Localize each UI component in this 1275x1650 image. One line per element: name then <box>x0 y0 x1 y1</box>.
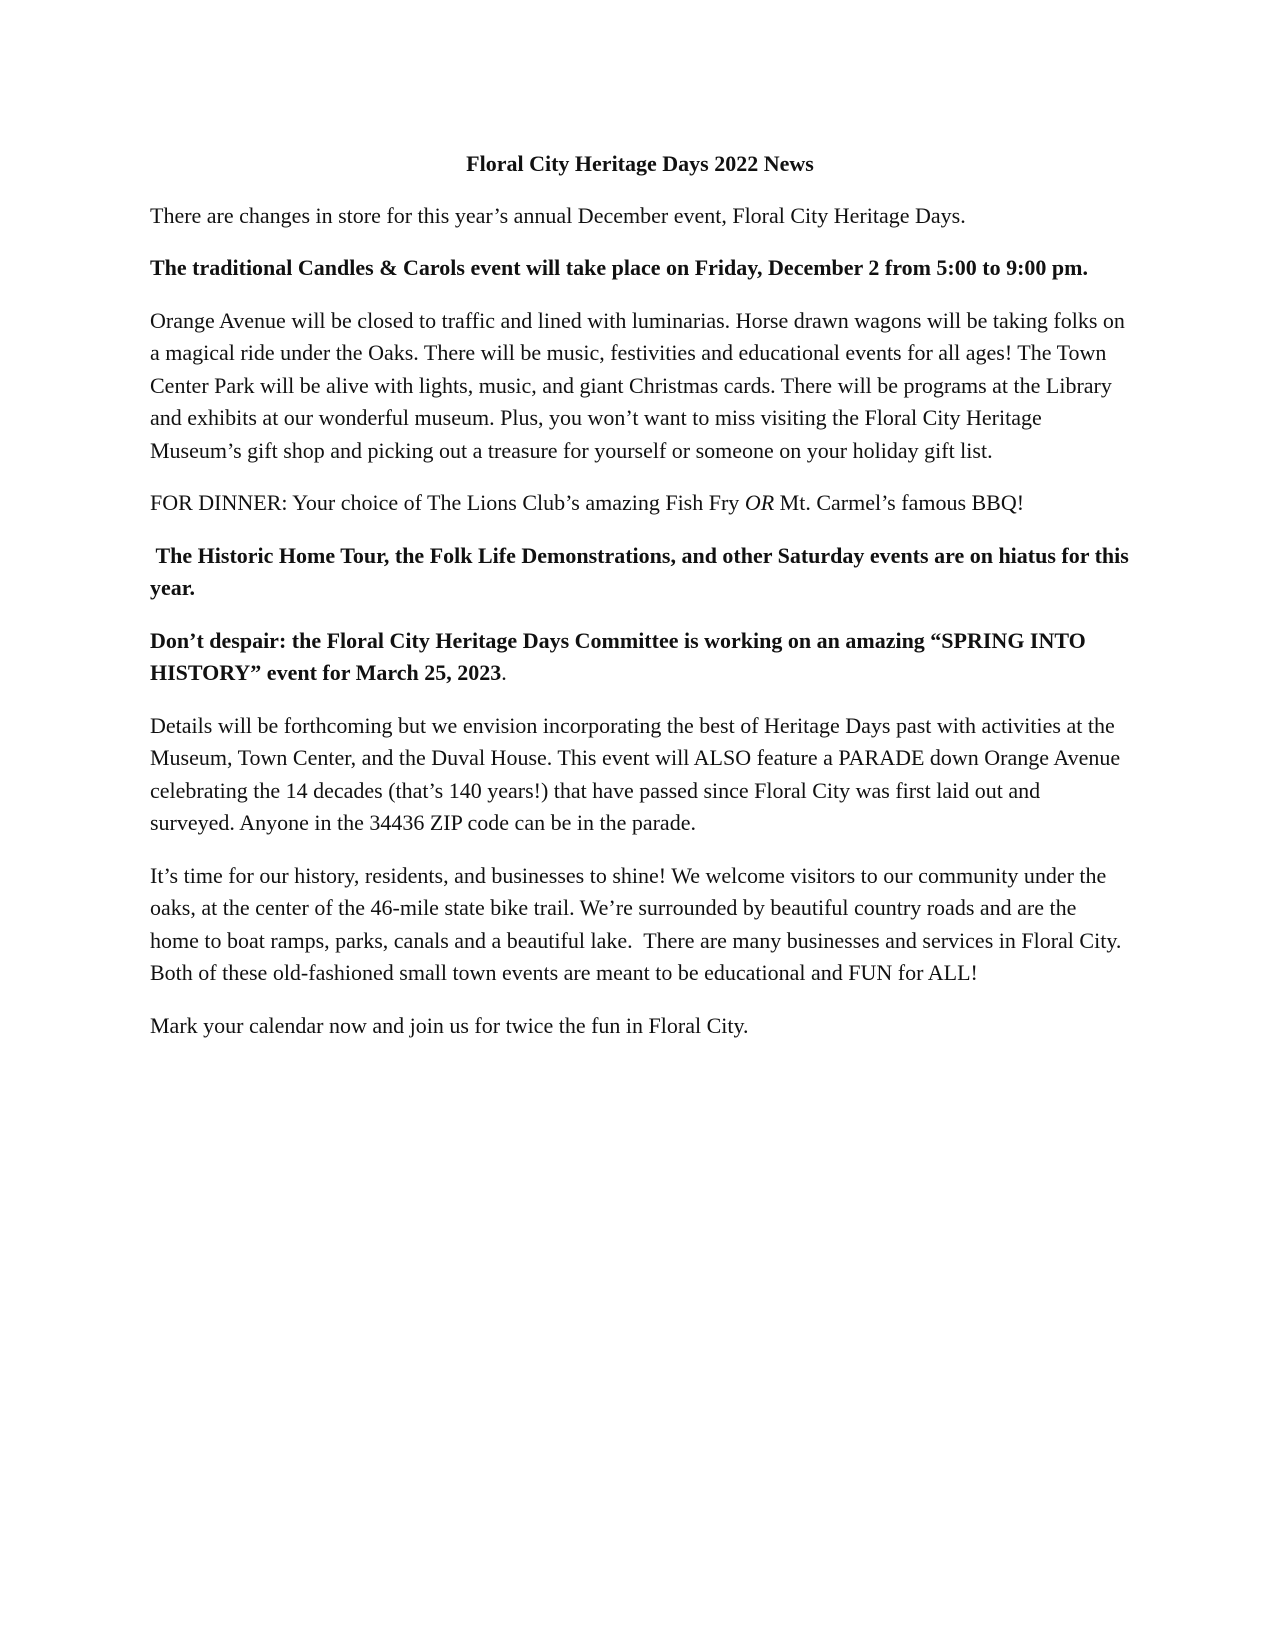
orange-avenue-paragraph: Orange Avenue will be closed to traffic and lined with luminarias. Horse drawn wagons will be taking folks on a magical ride under the Oaks. There will be music, festivities and educational events for all ages! The Town Center Park will be alive with lights, music, and giant Christmas cards. There will be programs at the Library and exhibits at our wonderful museum. Plus, you won’t want to miss visiting the Floral City Heritage Museum’s gift shop and picking out a treasure for yourself or someone on your holiday gift list. <box>150 307 1125 463</box>
dinner-text-end: Mt. Carmel’s famous BBQ! <box>774 490 1025 515</box>
spring-into-history-announcement: Don’t despair: the Floral City Heritage Days Committee is working on an amazing “SPRING INTO HISTORY” event for March 25, 2023 <box>150 627 1086 685</box>
despair-period: . <box>501 660 507 685</box>
despair-paragraph <box>150 625 1130 690</box>
intro-paragraph: There are changes in store for this year’s annual December event, Floral City Heritage Days. <box>150 202 966 228</box>
dinner-or-emphasis: OR <box>744 490 775 515</box>
dinner-text-start: FOR DINNER: Your choice of The Lions Club’s amazing Fish Fry <box>150 490 745 515</box>
shine-paragraph: It’s time for our history, residents, and businesses to shine! We welcome visitors to our community under the oaks, at the center of the 46-mile state bike trail. We’re surrounded by beautiful country roads and are the home to boat ramps, parks, canals and a beautiful lake. There are many businesses and services in Floral City. Both of these old-fashioned small town events are meant to be educational and FUN for ALL! <box>150 862 1127 985</box>
closing-paragraph: Mark your calendar now and join us for twice the fun in Floral City. <box>150 1012 749 1038</box>
document-page <box>150 148 1135 1062</box>
hiatus-announcement: The Historic Home Tour, the Folk Life Demonstrations, and other Saturday events are on hiatus for this year. <box>150 542 1135 600</box>
page-title: Floral City Heritage Days 2022 News <box>466 151 814 176</box>
details-paragraph: Details will be forthcoming but we envision incorporating the best of Heritage Days past with activities at the Museum, Town Center, and the Duval House. This event will ALSO feature a PARADE down Orange Avenue celebrating the 14 decades (that’s 140 years!) that have passed since Floral City was first laid out and surveyed. Anyone in the 34436 ZIP code can be in the parade. <box>150 712 1121 835</box>
dinner-paragraph <box>150 487 1130 520</box>
candles-carols-announcement: The traditional Candles & Carols event will take place on Friday, December 2 from 5:00 to 9:00 pm. <box>150 255 1088 280</box>
